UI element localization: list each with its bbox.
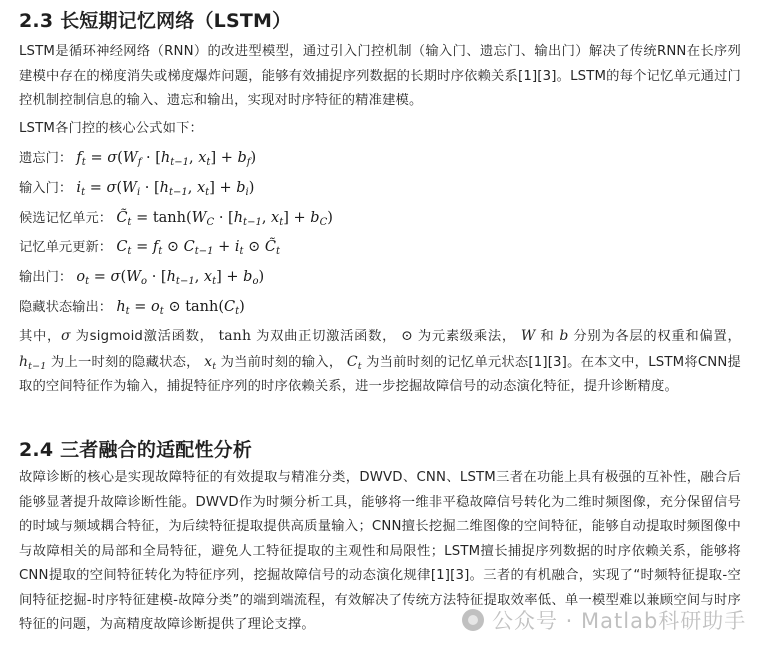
- tanh-symbol: tanh: [218, 328, 252, 344]
- formula-math: $C_t = f_t$ ⊙ $C_{t-1} + i_t$ ⊙ $C̃_t$: [116, 239, 281, 257]
- c-t-symbol: $C_t$: [346, 353, 362, 372]
- section-heading-2-3: 2.3 长短期记忆网络（LSTM）: [19, 10, 292, 32]
- formula-label: 遗忘门：: [19, 151, 73, 166]
- formula-label: 隐藏状态输出：: [19, 300, 113, 315]
- formula-candidate-cell: [19, 207, 333, 230]
- text-run: 分别为各层的权重和偏置，: [573, 329, 741, 344]
- text-run: 为上一时刻的隐藏状态，: [50, 354, 200, 370]
- formula-hidden-state: [19, 296, 245, 319]
- odot-symbol: ⊙: [401, 328, 413, 344]
- formula-math: $h_t = o_t$ ⊙ $\tanh(C_t)$: [116, 299, 245, 317]
- formula-cell-update: [19, 236, 280, 259]
- watermark-text: 公众号 · Matlab科研助手: [492, 609, 747, 633]
- formula-input-gate: [19, 177, 254, 200]
- formula-intro-text: LSTM各门控的核心公式如下：: [19, 121, 203, 136]
- symbol-explanation-paragraph: [19, 324, 741, 400]
- lstm-intro-paragraph: LSTM是循环神经网络（RNN）的改进型模型，通过引入门控机制（输入门、遗忘门、输出门）解决了传统RNN在长序列建模中存在的梯度消失或梯度爆炸问题，能够有效捕捉序列数据的长期时序依赖关系[1][3]。LSTM的每个记忆单元通过门控机制控制信息的输入、遗忘和输出，实现对时序特征的精准建模。: [19, 44, 741, 108]
- h-prev-symbol: $h_{t-1}$: [19, 353, 47, 372]
- text-run: 和: [540, 329, 555, 344]
- section-heading-2-4: 2.4 三者融合的适配性分析: [19, 439, 253, 461]
- text-run: 为当前时刻的输入，: [220, 354, 343, 370]
- formula-math: $C̃_t = \tanh(W_C \cdot [h_{t-1}$, $x_t] + b_C$): [116, 210, 333, 228]
- text-run: 为当前时刻的记忆单元状态[1][3]。在本文中，LSTM将CNN提取的空间特征作为输入，捕捉特征序列的时序依赖关系，进一步挖掘故障信号的动态演化特征，提升诊断精度。: [19, 354, 742, 394]
- formula-output-gate: [19, 266, 264, 289]
- text-run: 为双曲正切激活函数，: [256, 329, 397, 344]
- text-run: 为元素级乘法，: [417, 329, 516, 344]
- formula-math: $i_t = \sigma(W_i \cdot [h_{t-1}$, $x_t] + b_i$): [76, 180, 255, 198]
- w-symbol: W: [520, 328, 536, 344]
- formula-math: $f_t = \sigma(W_f \cdot [h_{t-1}$, $x_t] + b_f$): [76, 150, 257, 168]
- formula-label: 候选记忆单元：: [19, 211, 113, 226]
- fusion-analysis-paragraph: 故障诊断的核心是实现故障特征的有效提取与精准分类，DWVD、CNN、LSTM三者在功能上具有极强的互补性，融合后能够显著提升故障诊断性能。DWVD作为时频分析工具，能够将一维非平稳故障信号转化为二维时频图像，充分保留信号的时域与频域耦合特征，为后续特征提取提供高质量输入；CNN擅长挖掘二维图像的空间特征，能够自动提取时频图像中与故障相关的局部和全局特征，避免人工特征提取的主观性和局限性；LSTM擅长捕捉序列数据的时序依赖关系，能够将CNN提取的空间特征转化为特征序列，挖掘故障信号的动态演化规律[1][3]。三者的有机融合，实现了“时频特征提取-空间特征挖掘-时序特征建模-故障分类”的端到端流程，有效解决了传统方法特征提取效率低、单一模型难以兼顾空间与时序特征的问题，为高精度故障诊断提供了理论支撑。: [19, 470, 741, 632]
- x-t-symbol: $x_t$: [204, 353, 217, 372]
- b-symbol: b: [559, 328, 569, 344]
- formula-label: 输出门：: [19, 270, 73, 285]
- formula-math: $o_t = \sigma(W_o \cdot [h_{t-1}$, $x_t] + b_o$): [76, 269, 265, 287]
- sigma-symbol: σ: [61, 328, 71, 344]
- text-run: 其中，: [19, 329, 62, 344]
- formula-label: 输入门：: [19, 181, 73, 196]
- formula-forget-gate: [19, 147, 256, 170]
- text-run: 为sigmoid激活函数，: [75, 329, 214, 344]
- formula-label: 记忆单元更新：: [19, 240, 113, 255]
